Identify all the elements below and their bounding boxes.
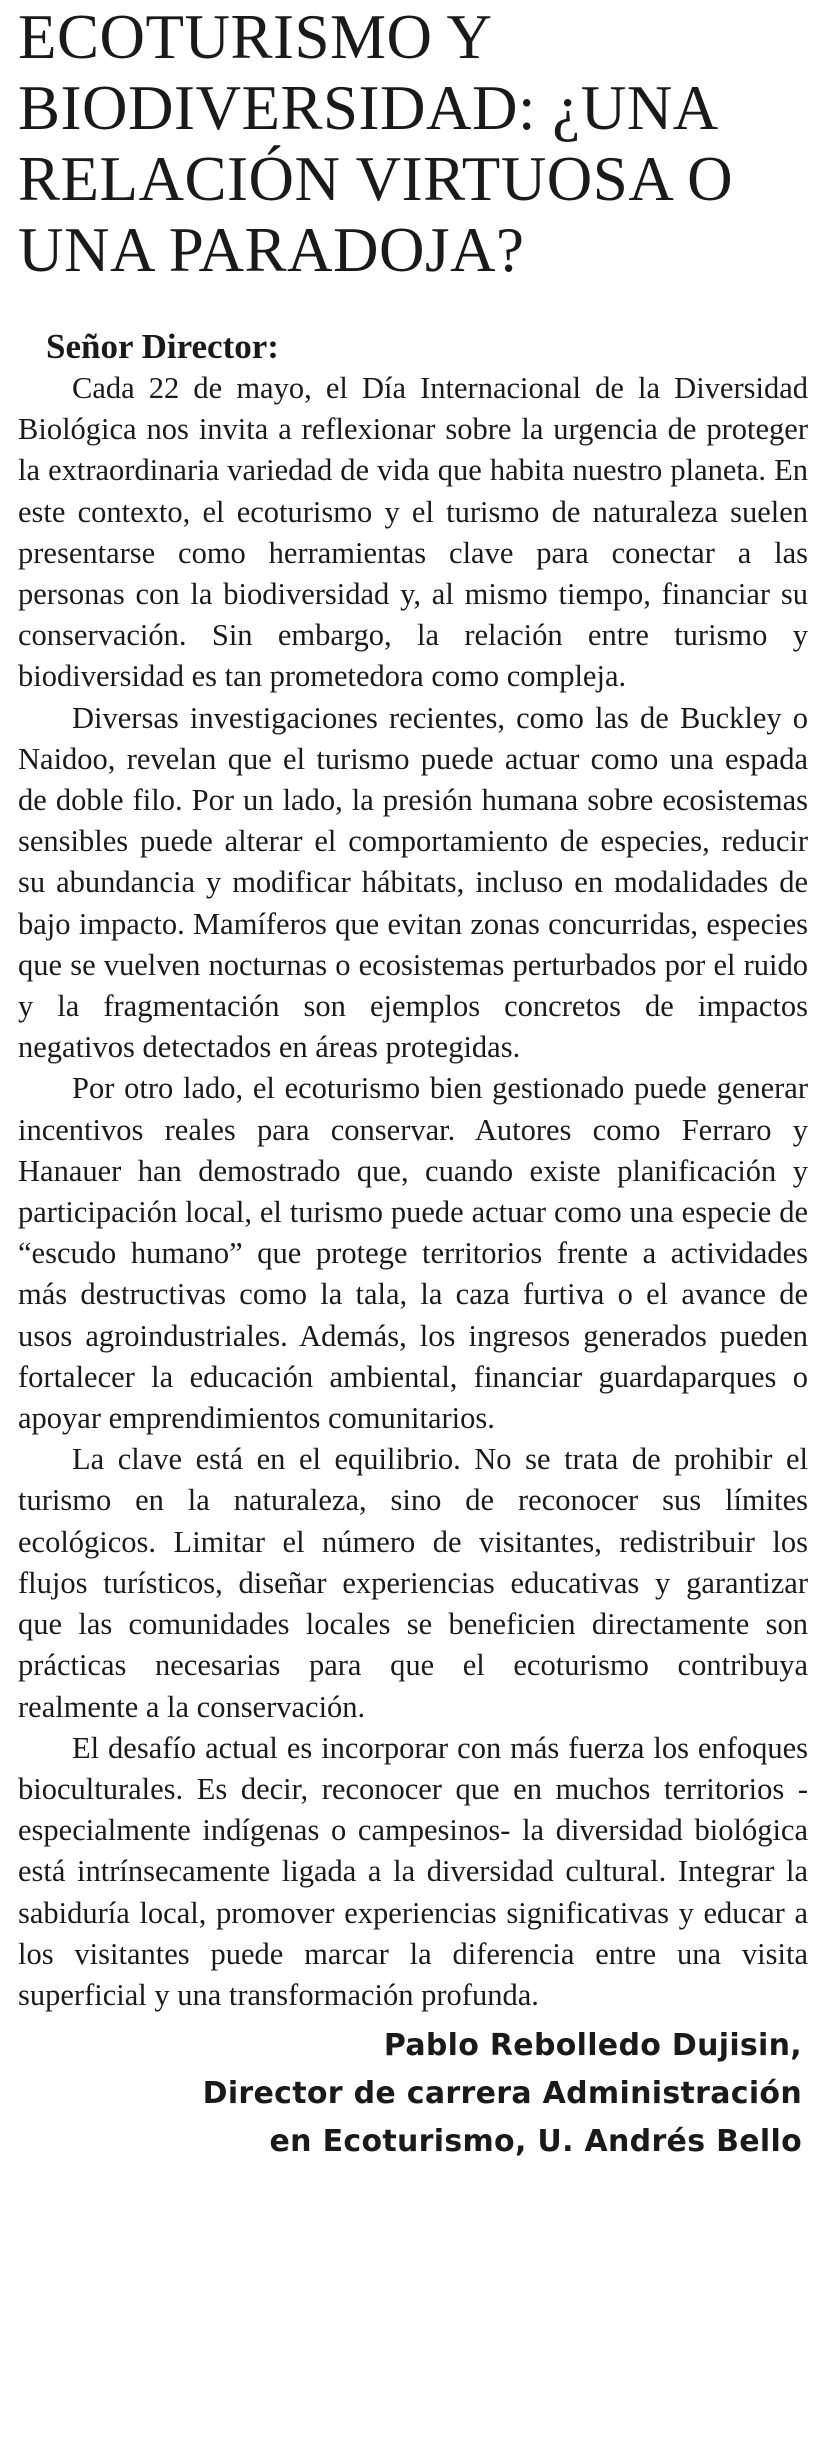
letter-page	[18, 0, 808, 2166]
letter-body	[18, 368, 808, 2016]
headline-line: BIODIVERSIDAD: ¿UNA	[18, 73, 719, 143]
body-paragraph: Diversas investigaciones recientes, como las de Buckley o Naidoo, revelan que el turismo puede actuar como una espada de doble filo. Por un lado, la presión humana sobre ecosistemas sensibles puede alterar el comportamiento de especies, reducir su abundancia y modificar hábitats, incluso en modalidades de bajo impacto. Mamíferos que evitan zonas concurridas, especies que se vuelven nocturnas o ecosistemas perturbados por el ruido y la fragmentación son ejemplos concretos de impactos negativos detectados en áreas protegidas.	[18, 700, 808, 1065]
headline-line: UNA PARADOJA?	[18, 215, 525, 285]
body-paragraph: Por otro lado, el ecoturismo bien gestionado puede generar incentivos reales para conservar. Autores como Ferraro y Hanauer han demostrado que, cuando existe planificación y participación local, el turismo puede actuar como una especie de “escudo humano” que protege territorios frente a actividades más destructivas como la tala, la caza furtiva o el avance de usos agroindustriales. Además, los ingresos generados pueden fortalecer la educación ambiental, financiar guardaparques o apoyar emprendimientos comunitarios.	[18, 1071, 808, 1436]
salutation: Señor Director:	[46, 327, 279, 366]
headline	[18, 2, 808, 286]
signature-block	[18, 2022, 808, 2166]
signature-title: en Ecoturismo, U. Andrés Bello	[269, 2124, 802, 2160]
signature-name: Pablo Rebolledo Dujisin,	[383, 2028, 802, 2064]
body-paragraph: El desafío actual es incorporar con más fuerza los enfoques bioculturales. Es decir, reconocer que en muchos territorios -especialmente indígenas o campesinos- la diversidad biológica está intrínsecamente ligada a la diversidad cultural. Integrar la sabiduría local, promover experiencias significativas y educar a los visitantes puede marcar la diferencia entre una visita superficial y una transformación profunda.	[18, 1730, 808, 2012]
signature-title: Director de carrera Administración	[202, 2076, 802, 2112]
body-paragraph: Cada 22 de mayo, el Día Internacional de la Diversidad Biológica nos invita a reflexionar sobre la urgencia de proteger la extraordinaria variedad de vida que habita nuestro planeta. En este contexto, el ecoturismo y el turismo de naturaleza suelen presentarse como herramientas clave para conectar a las personas con la biodiversidad y, al mismo tiempo, financiar su conservación. Sin embargo, la relación entre turismo y biodiversidad es tan prometedora como compleja.	[18, 371, 808, 694]
headline-line: RELACIÓN VIRTUOSA O	[18, 144, 734, 214]
body-paragraph: La clave está en el equilibrio. No se trata de prohibir el turismo en la naturaleza, sino de reconocer sus límites ecológicos. Limitar el número de visitantes, redistribuir los flujos turísticos, diseñar experiencias educativas y garantizar que las comunidades locales se beneficien directamente son prácticas necesarias para que el ecoturismo contribuya realmente a la conservación.	[18, 1442, 808, 1724]
headline-line: ECOTURISMO Y	[18, 2, 493, 72]
